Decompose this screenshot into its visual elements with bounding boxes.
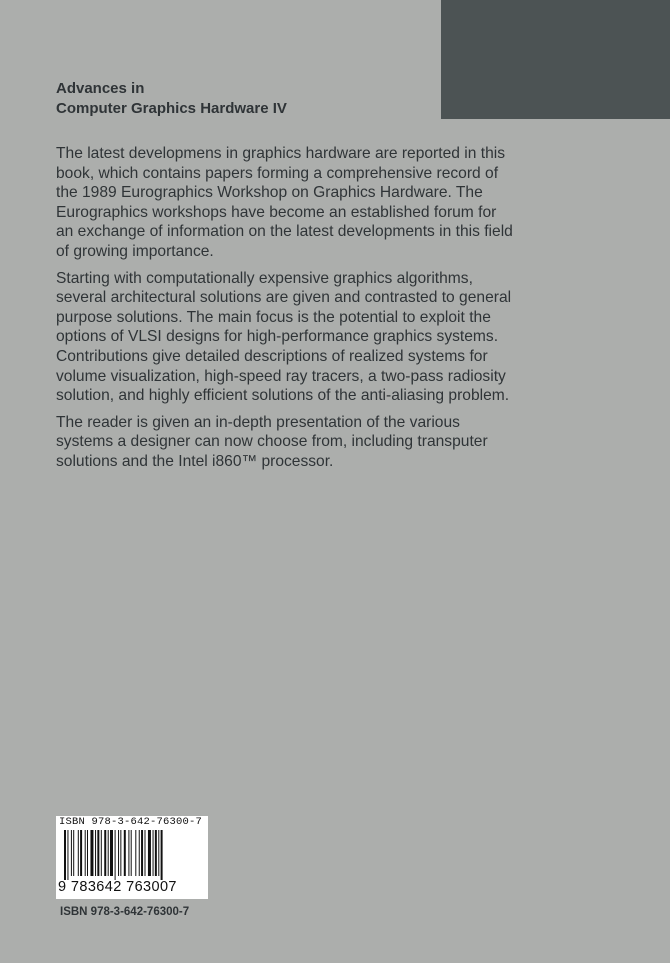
barcode-bar: [158, 830, 159, 876]
barcode-bar: [80, 830, 82, 876]
barcode-bar: [85, 830, 86, 876]
barcode-bar: [153, 830, 154, 876]
barcode-bar: [87, 830, 88, 876]
barcode-bar: [128, 830, 129, 876]
blurb-line: options of VLSI designs for high-performance graphics systems.: [56, 328, 499, 346]
barcode-bar: [110, 830, 113, 876]
barcode-bar: [139, 830, 140, 876]
barcode-bar: [64, 830, 66, 880]
blurb-line: volume visualization, high-speed ray tracers, a two-pass radiosity: [56, 367, 506, 385]
cover-accent-block: [441, 0, 670, 119]
book-title: [56, 79, 416, 119]
blurb-line: The reader is given an in-depth presentation of the various: [56, 413, 460, 431]
barcode-bar: [78, 830, 79, 876]
isbn-label: ISBN 978-3-642-76300-7: [60, 906, 190, 918]
barcode-bar: [120, 830, 121, 876]
barcode-bar: [124, 830, 126, 876]
blurb-line: solutions and the Intel i860™ processor.: [56, 452, 334, 470]
barcode-bar: [141, 830, 143, 876]
barcode-bar: [97, 830, 99, 876]
book-title-line-2: Computer Graphics Hardware IV: [56, 100, 287, 117]
blurb-line: purpose solutions. The main focus is the potential to exploit the: [56, 308, 491, 326]
blurb-line: the 1989 Eurographics Workshop on Graphics Hardware. The: [56, 184, 483, 202]
barcode-bar: [73, 830, 74, 876]
barcode-isbn-label: ISBN 978-3-642-76300-7: [59, 816, 203, 828]
blurb-line: an exchange of information on the latest developments in this field: [56, 223, 513, 241]
barcode-bar: [135, 830, 136, 876]
barcode-bar: [118, 830, 119, 876]
barcode-bar: [104, 830, 106, 876]
barcode-bar: [67, 830, 68, 880]
blurb-line: of growing importance.: [56, 242, 214, 260]
blurb-line: book, which contains papers forming a comprehensive record of: [56, 164, 499, 182]
barcode-bar: [95, 830, 96, 876]
barcode-bar: [90, 830, 93, 876]
blurb: [56, 144, 616, 479]
blurb-line: The latest developmens in graphics hardware are reported in this: [56, 145, 505, 162]
blurb-line: Contributions give detailed descriptions of realized systems for: [56, 347, 488, 365]
barcode-bar: [101, 830, 102, 876]
blurb-paragraph-3: [56, 413, 616, 472]
barcode-bar: [161, 830, 163, 880]
blurb-line: several architectural solutions are given and contrasted to general: [56, 289, 512, 307]
blurb-line: systems a designer can now choose from, including transputer: [56, 433, 488, 451]
barcode-bar: [148, 830, 151, 876]
barcode-bar: [131, 830, 132, 876]
barcode-bar: [108, 830, 109, 876]
barcode-bar: [155, 830, 157, 876]
barcode-digits: 9 783642 763007: [58, 879, 177, 895]
isbn-barcode: [56, 816, 208, 899]
barcode-bars: [64, 830, 204, 880]
blurb-line: Eurographics workshops have become an established forum for: [56, 203, 497, 221]
barcode-bar: [145, 830, 146, 876]
blurb-line: Starting with computationally expensive graphics algorithms,: [56, 269, 473, 287]
blurb-line: solution, and highly efficient solutions of the anti-aliasing problem.: [56, 387, 510, 405]
blurb-paragraph-1: [56, 144, 616, 262]
barcode-bar: [115, 830, 116, 880]
book-title-line-1: Advances in: [56, 80, 145, 97]
barcode-bar: [71, 830, 72, 876]
blurb-paragraph-2: [56, 269, 616, 406]
